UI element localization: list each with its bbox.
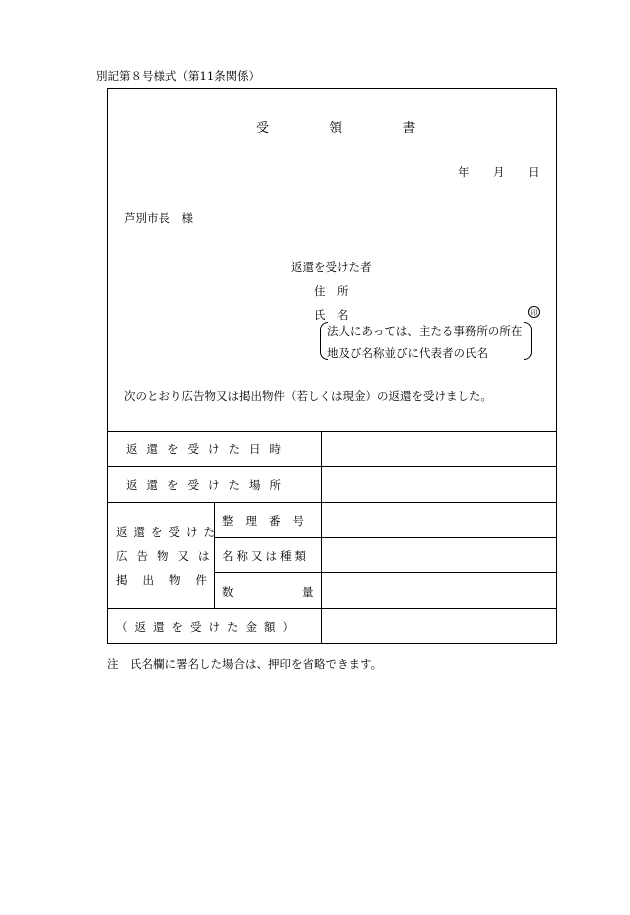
close-bracket: [524, 322, 532, 360]
corp-note-line1: 法人にあっては、主たる事務所の所在: [327, 324, 523, 338]
title-char-3: 書: [402, 121, 416, 136]
table-col-divider: [321, 431, 322, 644]
title-char-1: 受: [256, 121, 270, 136]
table-line-4: [214, 537, 557, 538]
sub-label-name: 名称又は種類: [222, 549, 309, 563]
group-label-line2: 広告物又は: [116, 549, 219, 563]
sub-label-number: 整理番号: [222, 514, 316, 528]
form-title: [256, 117, 415, 136]
address-label: 住 所: [314, 284, 349, 298]
statement-text: 次のとおり広告物又は掲出物件（若しくは現金）の返還を受けました。: [124, 389, 492, 403]
form-label: 別記第８号様式（第11条関係）: [96, 69, 261, 83]
group-label-line1: 返還を受けた: [116, 525, 221, 539]
sub-label-qty-left: 数: [222, 585, 234, 599]
footnote: 注 氏名欄に署名した場合は、押印を省略できます。: [107, 657, 383, 671]
table-top-line: [107, 431, 557, 432]
recipient-heading: 返還を受けた者: [291, 260, 372, 274]
row-label-datetime: 返還を受けた日時: [126, 442, 290, 456]
table-line-6: [107, 608, 557, 609]
addressee: 芦別市長 様: [124, 211, 193, 225]
name-label: 氏 名: [314, 308, 349, 322]
sub-label-qty-right: 量: [302, 585, 314, 599]
row-label-place: 返還を受けた場所: [126, 478, 290, 492]
date-day: 日: [528, 165, 540, 179]
corp-note-line2: 地及び名称並びに代表者の氏名: [327, 346, 488, 360]
table-line-5: [214, 572, 557, 573]
table-line-3: [107, 502, 557, 503]
date-month: 月: [493, 165, 505, 179]
group-label-line3: 掲出物件: [116, 573, 222, 587]
table-line-2: [107, 466, 557, 467]
seal-mark: 印: [528, 306, 540, 318]
date-year: 年: [458, 165, 470, 179]
row-label-amount: （返還を受けた金額）: [116, 620, 301, 634]
title-char-2: 領: [329, 121, 343, 136]
